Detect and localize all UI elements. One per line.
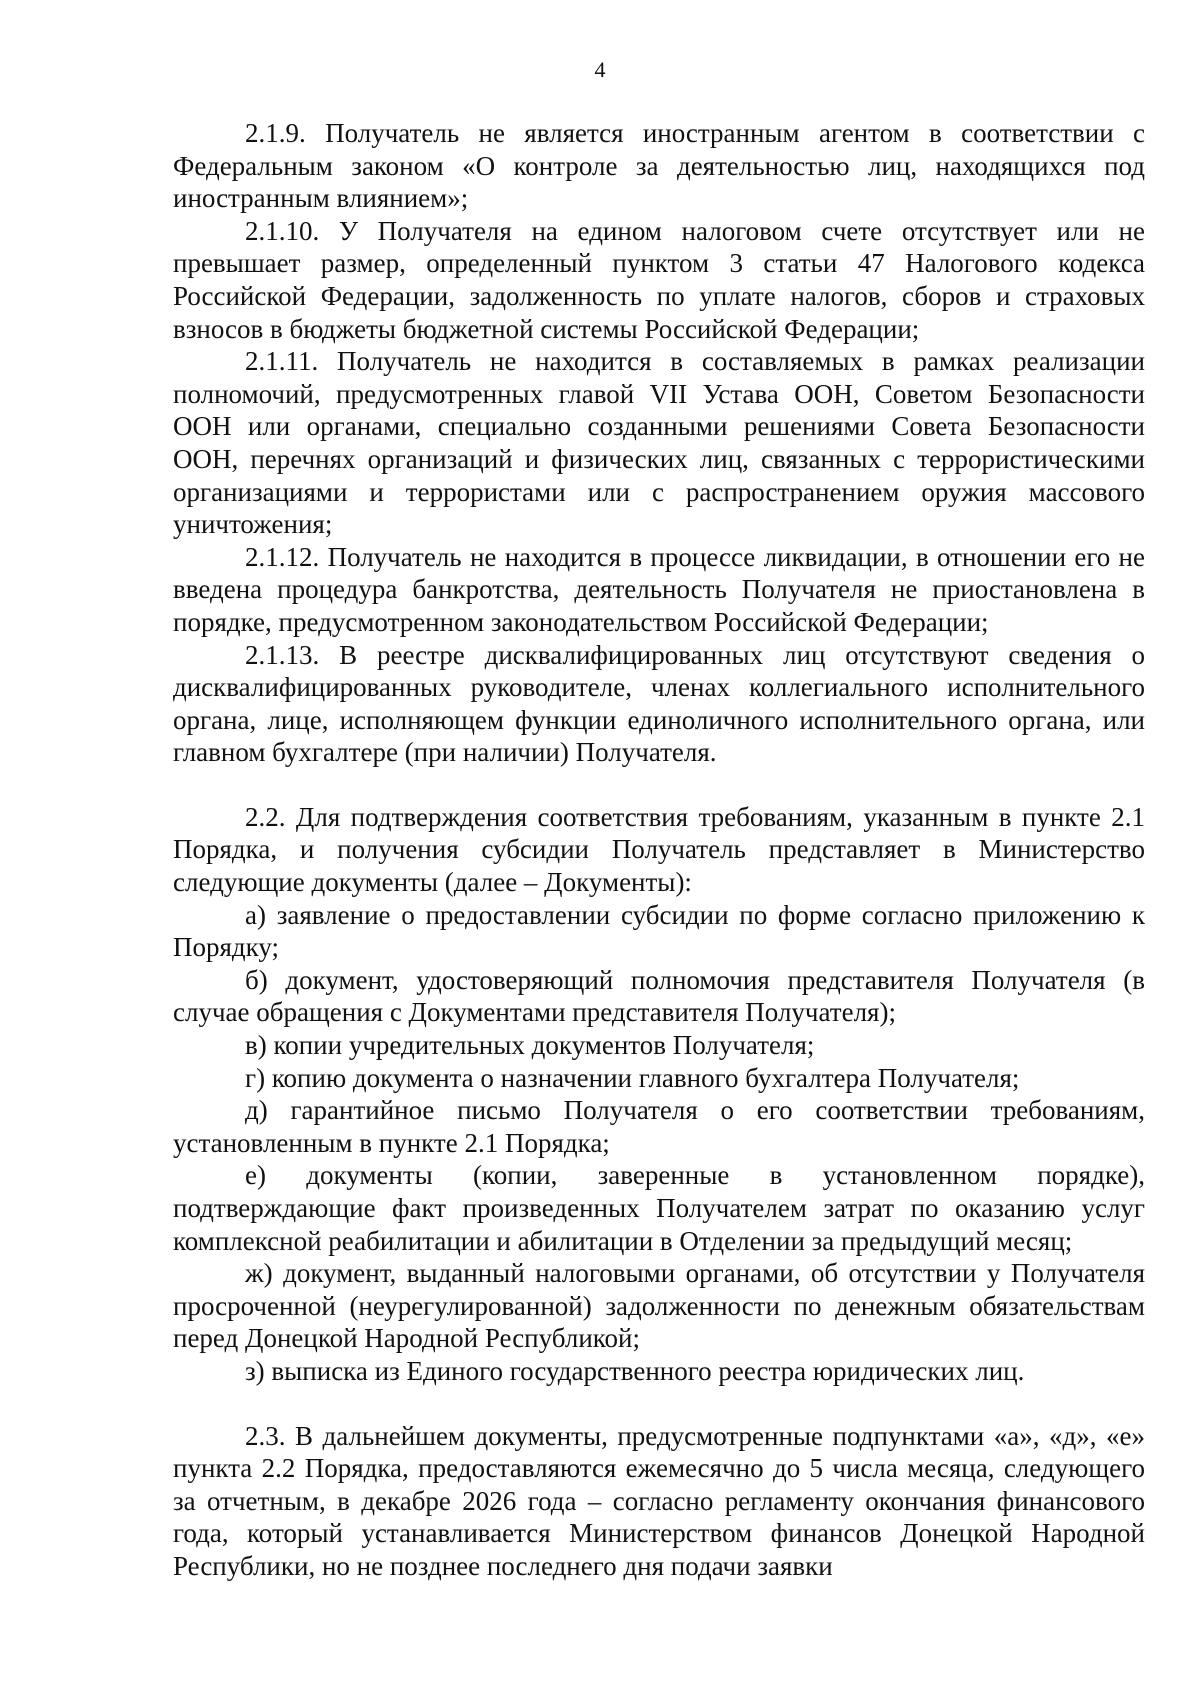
list-item-zh: ж) документ, выданный налоговыми органами, об отсутствии у Получателя просроченной (неурегулированной) задолженности по денежным обязательствам перед Донецкой Народной Республикой;	[173, 1258, 1145, 1354]
list-item-v: в) копии учредительных документов Получателя;	[245, 1030, 815, 1061]
clause-2-1-10: 2.1.10. У Получателя на едином налоговом счете отсутствует или не превышает размер, определенный пунктом 3 статьи 47 Налогового кодекса Российской Федерации, задолженность по уплате налогов, сборов и страховых взносов в бюджеты бюджетной системы Российской Федерации;	[173, 215, 1145, 344]
list-item-z: з) выписка из Единого государственного реестра юридических лиц.	[245, 1355, 1025, 1386]
clause-2-1-13: 2.1.13. В реестре дисквалифицированных лиц отсутствуют сведения о дисквалифицированных руководителе, членах коллегиального исполнительного органа, лице, исполняющем функции единоличного исполнительного органа, или главном бухгалтере (при наличии) Получателя.	[173, 639, 1145, 768]
page-number: 4	[594, 57, 606, 82]
clause-2-1-11: 2.1.11. Получатель не находится в составляемых в рамках реализации полномочий, предусмотренных главой VII Устава ООН, Советом Безопасности ООН или органами, специально созданными решениями Совета Безопасности ООН, перечнях организаций и физических лиц, связанных с террористическими организациями и террористами или с распространением оружия массового уничтожения;	[173, 346, 1145, 540]
clause-2-1-9: 2.1.9. Получатель не является иностранным агентом в соответствии с Федеральным законом «О контроле за деятельностью лиц, находящихся под иностранным влиянием»;	[173, 118, 1145, 214]
clause-2-1-12: 2.1.12. Получатель не находится в процессе ликвидации, в отношении его не введена процедура банкротства, деятельность Получателя не приостановлена в порядке, предусмотренном законодательством Российской Федерации;	[173, 541, 1145, 637]
list-item-g: г) копию документа о назначении главного бухгалтера Получателя;	[245, 1062, 1020, 1093]
list-item-a: а) заявление о предоставлении субсидии по форме согласно приложению к Порядку;	[173, 899, 1145, 963]
list-item-d: д) гарантийное письмо Получателя о его соответствии требованиям, установленным в пункте 2.1 Порядка;	[173, 1095, 1145, 1158]
clause-2-3: 2.3. В дальнейшем документы, предусмотренные подпунктами «а», «д», «е» пункта 2.2 Порядка, предоставляются ежемесячно до 5 числа месяца, следующего за отчетным, в декабре 2026 года – согласно регламенту окончания финансового года, который устанавливается Министерством финансов Донецкой Народной Республики, но не позднее последнего дня подачи заявки	[173, 1420, 1145, 1581]
document-body	[173, 117, 1145, 1583]
clause-2-2: 2.2. Для подтверждения соответствия требованиям, указанным в пункте 2.1 Порядка, и получения субсидии Получатель представляет в Министерство следующие документы (далее – Документы):	[173, 801, 1145, 898]
list-item-b: б) документ, удостоверяющий полномочия представителя Получателя (в случае обращения с Документами представителя Получателя);	[173, 964, 1145, 1028]
list-item-e: е) документы (копии, заверенные в установленном порядке), подтверждающие факт произведенных Получателем затрат по оказанию услуг комплексной реабилитации и абилитации в Отделении за предыдущий месяц;	[173, 1160, 1145, 1256]
